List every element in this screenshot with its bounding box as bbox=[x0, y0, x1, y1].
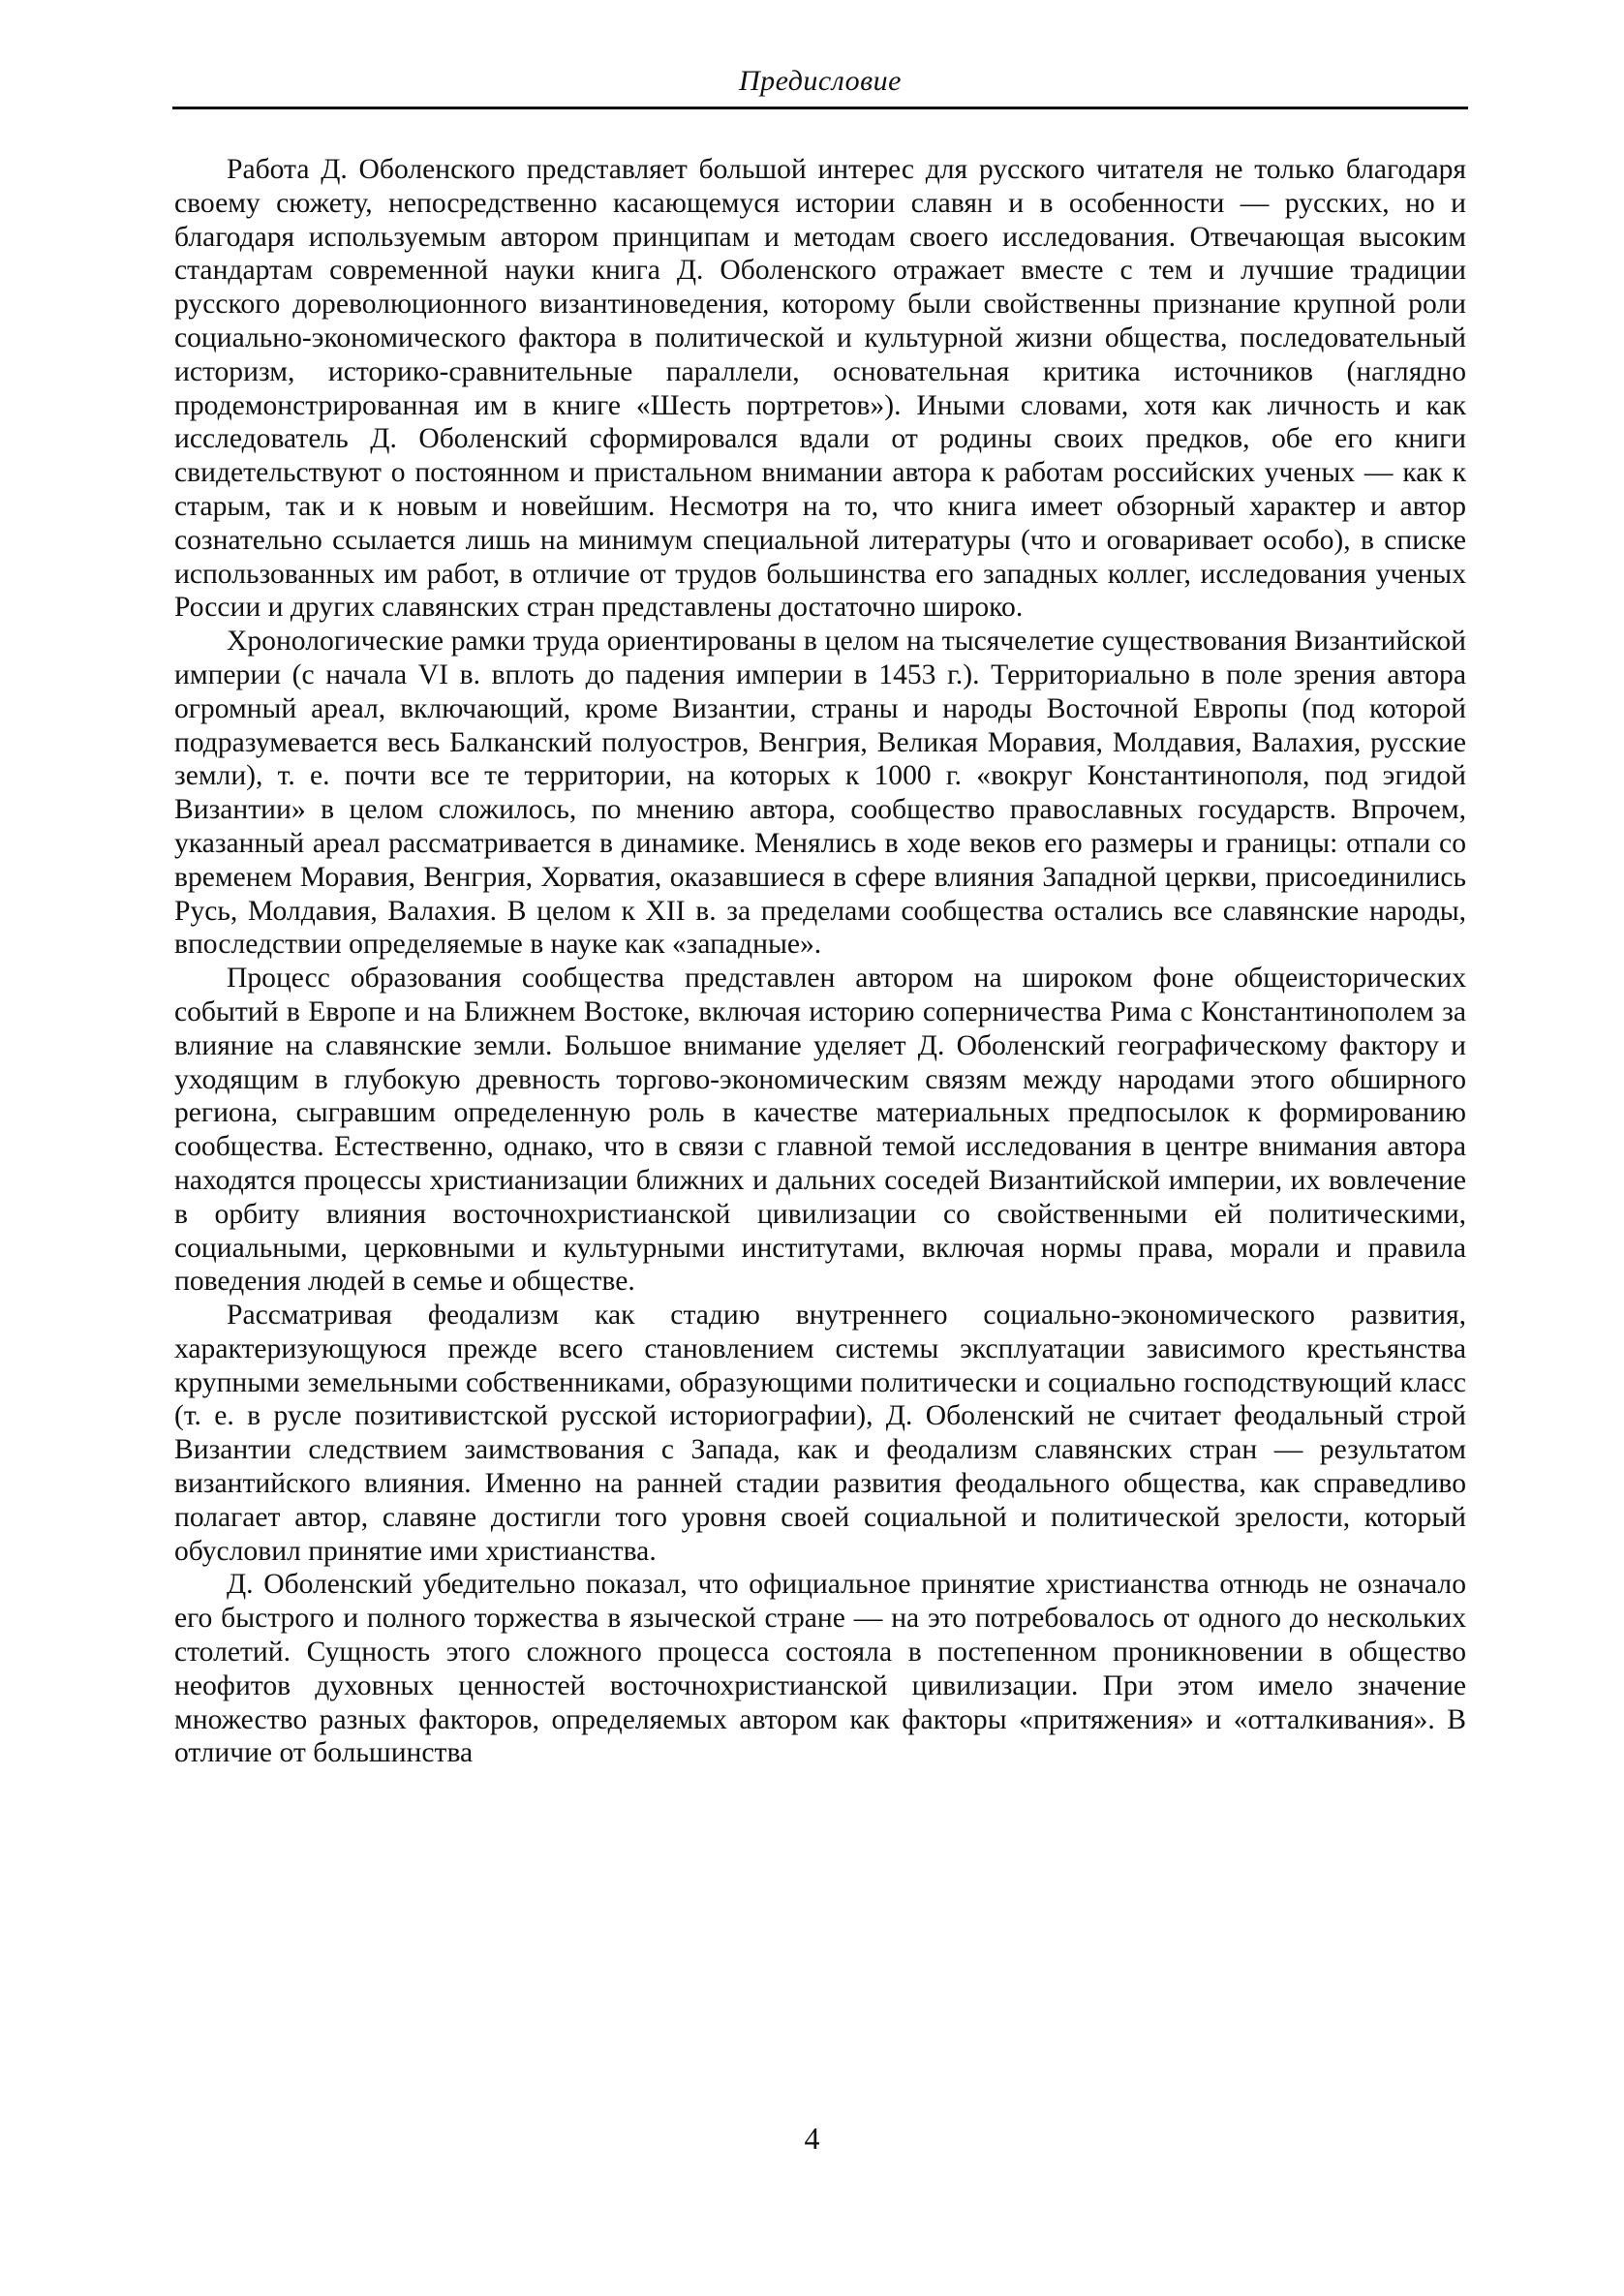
paragraph-5: Д. Оболенский убедительно показал, что официальное принятие христианства отнюдь не означало его быстрого и полного торжества в языческой стране — на это потребовалось от одного до нескольких столетий. Сущность этого сложного процесса состояла в постепенном проникновении в общество неофитов духовных ценностей восточнохристианской цивилизации. При этом имело значение множество разных факторов, определяемых автором как факторы «притяжения» и «отталкивания». В отличие от большинства bbox=[174, 1569, 1466, 1769]
paragraph-4: Рассматривая феодализм как стадию внутреннего социально-экономического развития, характеризующуюся прежде всего становлением системы эксплуатации зависимого крестьянства крупными земельными собственниками, образующими политически и социально господствующий класс (т. е. в русле позитивистской русской историографии), Д. Оболенский не считает феодальный строй Византии следствием заимствования с Запада, как и феодализм славянских стран — результатом византийского влияния. Именно на ранней стадии развития феодального общества, как справедливо полагает автор, славяне достигли того уровня своей социальной и политической зрелости, который обусловил принятие ими христианства. bbox=[174, 1300, 1466, 1567]
paragraph-1: Работа Д. Оболенского представляет большой интерес для русского читателя не только благодаря своему сюжету, непосредственно касающемуся истории славян и в особенности — русских, но и благодаря используемым автором принципам и методам своего исследования. Отвечающая высоким стандартам современной науки книга Д. Оболенского отражает вместе с тем и лучшие традиции русского дореволюционного византиноведения, которому были свойственны признание крупной роли социально-экономического фактора в политической и культурной жизни общества, последовательный историзм, историко-сравнительные параллели, основательная критика источников (наглядно продемонстрированная им в книге «Шесть портретов»). Иными словами, хотя как личность и как исследователь Д. Оболенский сформировался вдали от родины своих предков, обе его книги свидетельствуют о постоянном и пристальном внимании автора к работам российских ученых — как к старым, так и к новым и новейшим. Несмотря на то, что книга имеет обзорный характер и автор сознательно ссылается лишь на минимум специальной литературы (что и оговаривает особо), в списке использованных им работ, в отличие от трудов большинства его западных коллег, исследования ученых России и других славянских стран представлены достаточно широко. bbox=[174, 154, 1466, 624]
header-rule bbox=[172, 107, 1468, 109]
page-number: 4 bbox=[804, 2121, 820, 2156]
body-text bbox=[174, 153, 1466, 1770]
paragraph-2: Хронологические рамки труда ориентированы в целом на тысячелетие существования Византийской империи (с начала VI в. вплоть до падения империи в 1453 г.). Территориально в поле зрения автора огромный ареал, включающий, кроме Византии, страны и народы Восточной Европы (под которой подразумевается весь Балканский полуостров, Венгрия, Великая Моравия, Молдавия, Валахия, русские земли), т. е. почти все те территории, на которых к 1000 г. «вокруг Константинополя, под эгидой Византии» в целом сложилось, по мнению автора, сообщество православных государств. Впрочем, указанный ареал рассматривается в динамике. Менялись в ходе веков его размеры и границы: отпали со временем Моравия, Венгрия, Хорватия, оказавшиеся в сфере влияния Западной церкви, присоединились Русь, Молдавия, Валахия. В целом к XII в. за пределами сообщества остались все славянские народы, впоследствии определяемые в науке как «западные». bbox=[174, 626, 1466, 961]
running-head-title: Предисловие bbox=[738, 65, 902, 97]
paragraph-3: Процесс образования сообщества представлен автором на широком фоне общеисторических событий в Европе и на Ближнем Востоке, включая историю соперничества Рима с Константинополем за влияние на славянские земли. Большое внимание уделяет Д. Оболенский географическому фактору и уходящим в глубокую древность торгово-экономическим связям между народами этого обширного региона, сыгравшим определенную роль в качестве материальных предпосылок к формированию сообщества. Естественно, однако, что в связи с главной темой исследования в центре внимания автора находятся процессы христианизации ближних и дальних соседей Византийской империи, их вовлечение в орбиту влияния восточнохристианской цивилизации со свойственными ей политическими, социальными, церковными и культурными институтами, включая нормы права, морали и правила поведения людей в семье и обществе. bbox=[174, 963, 1466, 1298]
